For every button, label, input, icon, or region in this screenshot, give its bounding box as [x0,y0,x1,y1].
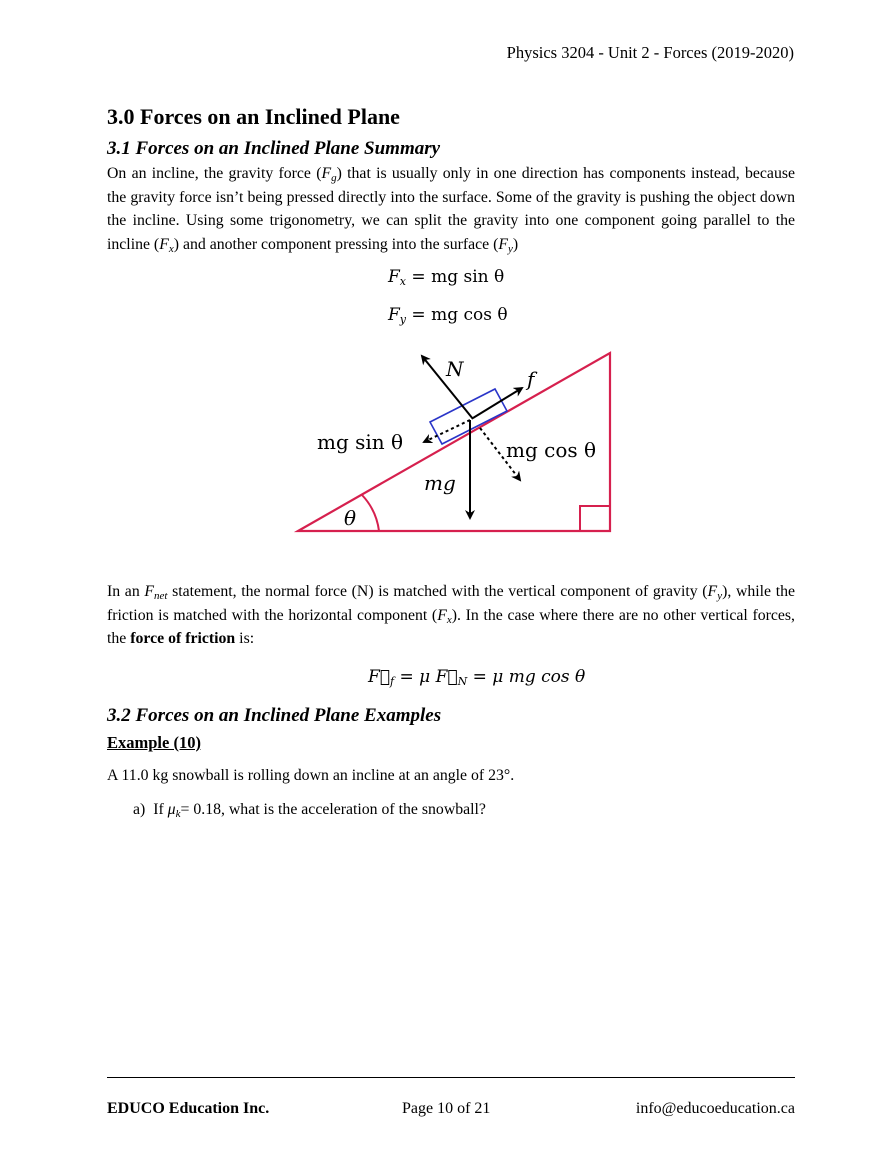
footer-company: EDUCO Education Inc. [107,1100,270,1117]
label-theta: θ [344,506,357,530]
label-mg: mg [424,471,456,495]
var: F [388,305,400,325]
var: μ [167,801,176,818]
var-sub: N [457,675,468,688]
var-sub: x [168,242,174,255]
right-angle-marker [580,506,610,531]
subsection-heading-summary: 3.1 Forces on an Inclined Plane Summary [107,138,441,159]
var: F [498,235,509,253]
var-sub: x [399,275,407,288]
label-N: N [446,357,464,381]
example-statement: A 11.0 kg snowball is rolling down an incline at an angle of 23°. [107,767,515,784]
block [430,389,507,444]
incline-diagram [290,340,620,540]
var-sub: y [717,590,723,602]
intro-paragraph [107,162,795,256]
section-heading: 3.0 Forces on an Inclined Plane [107,104,400,129]
var: = μ mg cos θ [467,667,586,687]
label-mg-cos: mg cos θ [506,438,597,462]
var: F⃗ [368,667,390,687]
var-sub: y [399,313,407,326]
example-part-a [133,798,733,822]
text: In an [107,583,145,600]
var: = μ F⃗ [394,667,458,687]
footer-page-number: Page 10 of 21 [402,1100,491,1117]
var: F [159,235,169,253]
bold-term: force of friction [130,630,236,647]
var: F [437,606,447,624]
angle-arc [362,495,379,531]
var-sub: y [508,242,513,255]
subsection-heading-examples: 3.2 Forces on an Inclined Plane Examples [107,705,442,726]
footer-email: info@educoeducation.ca [635,1100,795,1117]
var-sub: k [175,808,181,820]
equation-fx [388,267,504,287]
text: If [153,801,168,818]
eq-rhs: = mg sin θ [411,267,505,287]
var-sub: x [446,613,452,626]
page-header: Physics 3204 - Unit 2 - Forces (2019-2020) [506,43,794,62]
fnet-paragraph [107,580,795,651]
footer-divider [107,1077,795,1078]
text: ) [512,235,519,253]
text: ). In the case where there are no other vertical forces, the [107,606,795,647]
equation-fy [388,305,508,325]
text: = 0.18, what is the acceleration of the snowball? [180,801,486,818]
var-sub: f [390,675,395,688]
text: ) and another component pressing into the surface ( [173,235,499,253]
eq-rhs: = mg cos θ [411,305,508,325]
label-mg-sin: mg sin θ [317,430,404,454]
var-sub: g [331,172,337,184]
var-sub: net [154,590,168,602]
friction-equation [368,667,585,687]
text: is: [235,630,255,647]
example-title: Example (10) [107,733,201,752]
var: F [321,165,332,182]
label-f: f [527,367,535,391]
text: ) that is usually only in one direction has components instead, because the gravity force isn’t being pressed directly into the surface. Some of the gravity is pushing the object down the incline. Using some trigonometry, we can split the gravity into one component going parallel to the incline ( [107,165,796,253]
var: F [144,583,155,600]
text: On an incline, the gravity force ( [107,165,322,182]
text: ), while the friction is matched with the horizontal component ( [107,583,795,624]
part-label: a) [133,801,146,818]
text: statement, the normal force (N) is matched with the vertical component of gravity ( [167,583,708,600]
var: F [388,267,400,287]
var: F [707,583,718,600]
